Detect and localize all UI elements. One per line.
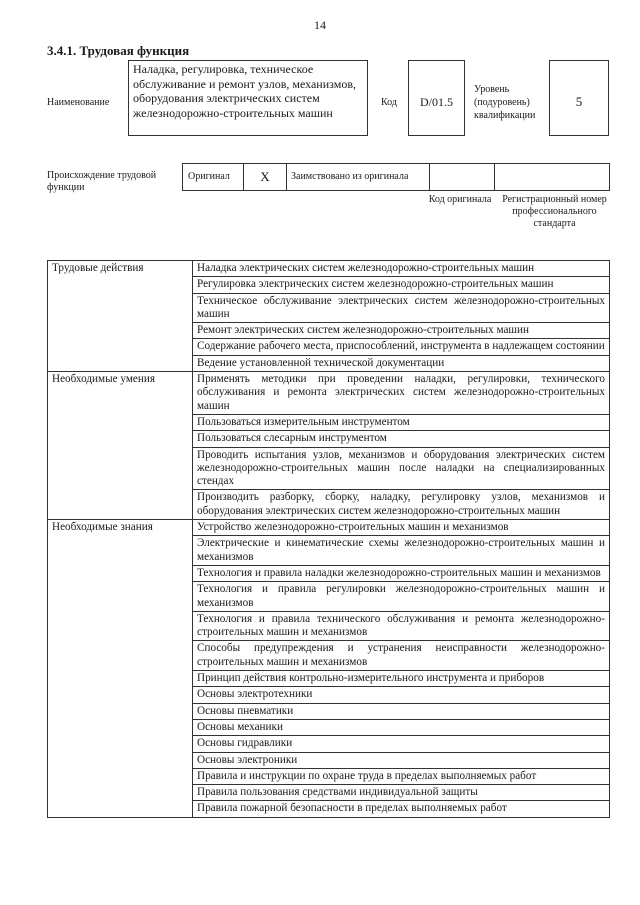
section-item: Наладка электрических систем железнодорожно-строительных машин [193, 261, 610, 277]
origin-borrowed-cell [287, 164, 430, 190]
section-item: Ремонт электрических систем железнодорожно-строительных машин [193, 323, 610, 339]
section-category: Необходимые знания [48, 520, 193, 818]
section-item: Проводить испытания узлов, механизмов и оборудования электрических систем железнодорожно-строительных машин после наладки на специализированных стендах [193, 447, 610, 490]
name-value: Наладка, регулировка, техническое обслуживание и ремонт узлов, механизмов, оборудования электрических систем железнодорожно-строительных машин [133, 62, 356, 120]
section-item: Технология и правила наладки железнодорожно-строительных машин и механизмов [193, 565, 610, 581]
section-item: Содержание рабочего места, приспособлений, инструмента в надлежащем состоянии [193, 339, 610, 355]
level-value-box [549, 60, 609, 136]
section-item: Основы гидравлики [193, 736, 610, 752]
origin-mark: X [260, 169, 270, 184]
section-item: Техническое обслуживание электрических систем железнодорожно-строительных машин [193, 293, 610, 323]
section-item: Производить разборку, сборку, наладку, регулировку узлов, механизмов и оборудования электрических систем железнодорожно-строительных машин [193, 490, 610, 520]
origin-mark-cell [244, 164, 287, 190]
section-item: Принцип действия контрольно-измерительного инструмента и приборов [193, 671, 610, 687]
section-item: Основы электроники [193, 752, 610, 768]
page-number: 14 [314, 18, 326, 32]
section-item: Технология и правила технического обслуживания и ремонта железнодорожно-строительных машин и механизмов [193, 611, 610, 641]
section-category: Трудовые действия [48, 261, 193, 372]
table-row [48, 372, 610, 415]
level-label: Уровень (подуровень) квалификации [474, 84, 536, 121]
name-value-box [128, 60, 368, 136]
function-table [47, 260, 610, 818]
table-row [48, 261, 610, 277]
section-item: Основы механики [193, 719, 610, 735]
section-item: Правила и инструкции по охране труда в пределах выполняемых работ [193, 768, 610, 784]
origin-original-label: Оригинал [188, 171, 230, 182]
origin-borrowed-label: Заимствовано из оригинала [291, 171, 409, 182]
section-title: 3.4.1. Трудовая функция [47, 43, 190, 58]
section-item: Правила пожарной безопасности в пределах выполняемых работ [193, 801, 610, 817]
section-item: Основы пневматики [193, 703, 610, 719]
level-value: 5 [575, 94, 583, 109]
section-item: Электрические и кинематические схемы железнодорожно-строительных машин и механизмов [193, 536, 610, 566]
origin-original-cell [183, 164, 244, 190]
section-item: Основы электротехники [193, 687, 610, 703]
table-row [48, 520, 610, 536]
section-item: Применять методики при проведении наладки, регулировки, технического обслуживания и ремонта электрических систем железнодорожно-строительных машин [193, 372, 610, 415]
origin-reg-cell [495, 164, 609, 190]
code-value: D/01.5 [420, 95, 453, 109]
section-item: Пользоваться слесарным инструментом [193, 431, 610, 447]
origin-code-cell [430, 164, 495, 190]
section-item: Правила пользования средствами индивидуальной защиты [193, 785, 610, 801]
caption-registration-number: Регистрационный номер профессионального стандарта [502, 194, 607, 229]
origin-row [182, 163, 610, 191]
code-value-box [408, 60, 465, 136]
section-item: Технология и правила регулировки железнодорожно-строительных машин и механизмов [193, 582, 610, 612]
section-item: Способы предупреждения и устранения неисправности железнодорожно-строительных машин и механизмов [193, 641, 610, 671]
code-label: Код [381, 97, 397, 108]
section-category: Необходимые умения [48, 372, 193, 520]
section-item: Ведение установленной технической документации [193, 355, 610, 371]
name-label: Наименование [47, 97, 110, 108]
origin-label: Происхождение трудовой функции [47, 170, 157, 193]
section-item: Пользоваться измерительным инструментом [193, 414, 610, 430]
caption-code-original: Код оригинала [428, 194, 492, 205]
section-item: Регулировка электрических систем железнодорожно-строительных машин [193, 277, 610, 293]
section-item: Устройство железнодорожно-строительных машин и механизмов [193, 520, 610, 536]
